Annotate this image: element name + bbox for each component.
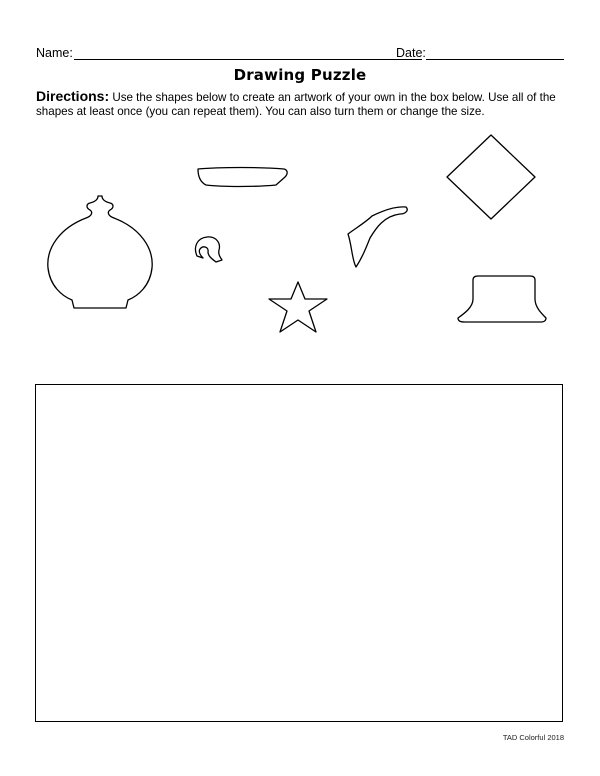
directions-text: Use the shapes below to create an artwork of your own in the box below. Use all of the shapes at least once (you can repeat them). You can also turn them or change the size. bbox=[36, 91, 556, 118]
star-shape bbox=[269, 282, 327, 332]
name-label: Name: bbox=[36, 46, 73, 60]
hat-shape bbox=[458, 276, 546, 322]
shapes-area bbox=[0, 0, 600, 380]
credit-text: TAD Colorful 2018 bbox=[502, 733, 564, 742]
page-title: Drawing Puzzle bbox=[233, 66, 367, 84]
curved-horn-shape bbox=[348, 207, 407, 267]
flat-bar-shape bbox=[198, 168, 287, 187]
diamond-shape bbox=[447, 135, 535, 219]
directions-label: Directions: bbox=[36, 88, 110, 104]
drawing-box[interactable] bbox=[35, 384, 563, 722]
date-label: Date: bbox=[396, 46, 426, 60]
swirl-hook-shape bbox=[195, 237, 222, 262]
vase-shape bbox=[48, 196, 152, 308]
